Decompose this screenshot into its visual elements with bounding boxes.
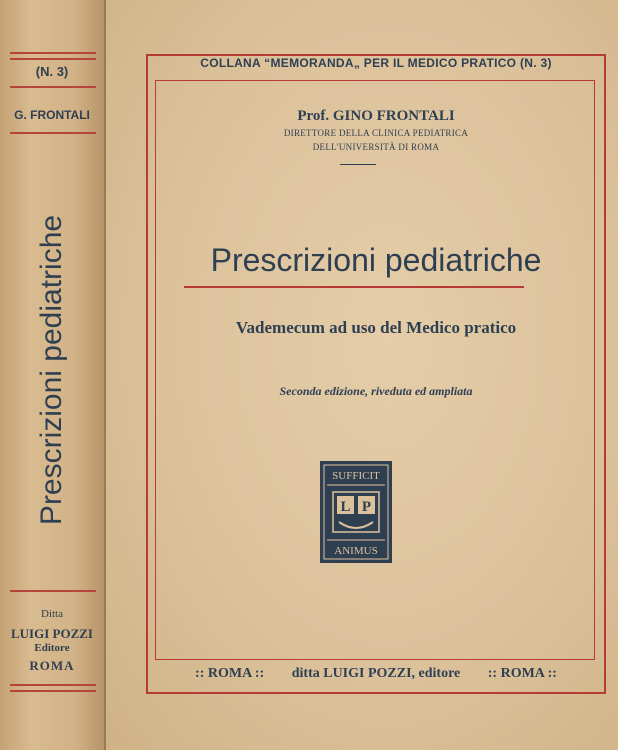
publisher-footer <box>146 666 606 682</box>
spine-rule <box>10 86 96 88</box>
author-affiliation: DELL'UNIVERSITÀ DI ROMA <box>312 142 440 152</box>
book-subtitle: Vademecum ad uso del Medico pratico <box>235 318 517 337</box>
front-cover <box>106 0 618 750</box>
author-role: DIRETTORE DELLA CLINICA PEDIATRICA <box>283 128 469 138</box>
series-title: COLLANA “MEMORANDA„ PER IL MEDICO PRATICO (N. 3) <box>200 56 552 70</box>
spine-title: Prescrizioni pediatriche <box>35 214 68 526</box>
spine-publisher-ditta: Ditta <box>41 608 63 620</box>
spine-author: G. FRONTALI <box>14 108 90 122</box>
book-spine <box>0 0 106 750</box>
publisher-emblem-icon <box>319 460 393 564</box>
cover-frame-inner <box>155 80 595 660</box>
spine-rule <box>10 690 96 692</box>
emblem-initial-left: L <box>340 499 351 515</box>
spine-volume: (N. 3) <box>35 64 69 79</box>
emblem-motto-top: SUFFICIT <box>332 470 380 482</box>
spine-rule <box>10 684 96 686</box>
footer-publisher: ditta LUIGI POZZI, editore <box>291 666 461 681</box>
footer-city-right: :: ROMA :: <box>487 666 557 681</box>
title-underline <box>184 286 524 288</box>
edition-note: Seconda edizione, riveduta ed ampliata <box>279 384 473 398</box>
spine-rule <box>10 590 96 592</box>
spine-rule <box>10 58 96 60</box>
author-divider <box>340 164 376 165</box>
emblem-initial-right: P <box>361 499 372 515</box>
emblem-motto-bottom: ANIMUS <box>334 545 378 557</box>
footer-city-left: :: ROMA :: <box>195 666 265 681</box>
spine-rule <box>10 52 96 54</box>
book-title: Prescrizioni pediatriche <box>210 242 542 278</box>
spine-rule <box>10 132 96 134</box>
spine-publisher-city: ROMA <box>29 658 75 673</box>
author-name: Prof. GINO FRONTALI <box>297 108 455 124</box>
spine-publisher-name: LUIGI POZZI <box>11 626 93 641</box>
spine-publisher-editore: Editore <box>34 642 70 654</box>
